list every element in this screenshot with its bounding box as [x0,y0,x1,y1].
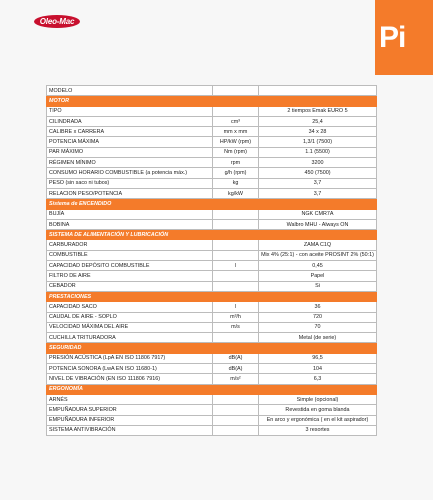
section-filler [259,96,377,106]
section-filler [259,291,377,301]
spec-label: CUCHILLA TRITURADORA [47,333,213,343]
spec-value [259,86,377,96]
spec-unit: dB(A) [213,353,259,363]
spec-label: POTENCIA SONORA (LwA EN ISO 11680-1) [47,364,213,374]
table-row [47,405,377,415]
table-row [47,178,377,188]
spec-unit: kg [213,178,259,188]
spec-label: FILTRO DE AIRE [47,271,213,281]
spec-value: NGK CMR7A [259,209,377,219]
spec-value: Mix 4% (25:1) - con aceite PROSINT 2% (50:1) [259,250,377,260]
section-title: SEGURIDAD [47,343,259,353]
spec-value: 1,3/1 (7500) [259,137,377,147]
spec-value: 36 [259,302,377,312]
table-row [47,106,377,116]
table-row [47,137,377,147]
table-row [47,312,377,322]
table-row [47,209,377,219]
spec-label: CALIBRE x CARRERA [47,127,213,137]
spec-label: NIVEL DE VIBRACIÓN (EN ISO 111806 7916) [47,374,213,384]
spec-label: RELACION PESO/POTENCIA [47,188,213,198]
table-row [47,322,377,332]
spec-table-body [47,86,377,436]
spec-label: ARNÉS [47,394,213,404]
table-row [47,261,377,271]
table-row [47,86,377,96]
table-row [47,188,377,198]
spec-label: PESO (sin saco ni tubos) [47,178,213,188]
table-row [47,116,377,126]
spec-unit [213,405,259,415]
section-header [47,230,377,240]
section-title: SISTEMA DE ALIMENTACIÓN Y LUBRICACIÓN [47,230,259,240]
spec-value: 3,7 [259,178,377,188]
spec-unit: HP/kW (rpm) [213,137,259,147]
spec-unit: cm³ [213,116,259,126]
spec-value: En arco y ergonómica ( en el kit aspirador) [259,415,377,425]
spec-value: 3 resortes [259,425,377,435]
spec-value: Si [259,281,377,291]
spec-value: 450 (7500) [259,168,377,178]
spec-value: 25,4 [259,116,377,126]
spec-label: MODELO [47,86,213,96]
spec-label: CAPACIDAD SACO [47,302,213,312]
table-row [47,353,377,363]
spec-value: ZAMA C1Q [259,240,377,250]
brand-logo-text: Oleo-Mac [34,15,80,28]
section-title: PRESTACIONES [47,291,259,301]
spec-value: 720 [259,312,377,322]
spec-label: CEBADOR [47,281,213,291]
spec-label: CAUDAL DE AIRE - SOPLO [47,312,213,322]
table-row [47,158,377,168]
spec-table [46,85,377,436]
section-title: ERGONOMÍA [47,384,259,394]
spec-label: COMBUSTIBLE [47,250,213,260]
spec-value: 0,45 [259,261,377,271]
section-filler [259,230,377,240]
spec-value: 6,3 [259,374,377,384]
section-header [47,291,377,301]
spec-unit [213,219,259,229]
spec-value: Papel [259,271,377,281]
spec-value: Simple (opcional) [259,394,377,404]
spec-unit [213,271,259,281]
spec-label: RÉGIMEN MÍNIMO [47,158,213,168]
brand-logo [34,14,80,28]
section-filler [259,384,377,394]
spec-unit [213,415,259,425]
spec-value: Metal (de serie) [259,333,377,343]
spec-label: CILINDRADA [47,116,213,126]
table-row [47,281,377,291]
spec-unit: Nm (rpm) [213,147,259,157]
table-row [47,333,377,343]
table-row [47,394,377,404]
spec-unit: l [213,302,259,312]
table-row [47,250,377,260]
table-row [47,219,377,229]
spec-label: TIPO [47,106,213,116]
spec-value: 3,7 [259,188,377,198]
spec-label: VELOCIDAD MÁXIMA DEL AIRE [47,322,213,332]
spec-label: CARBURADOR [47,240,213,250]
table-row [47,147,377,157]
spec-label: PRESIÓN ACÚSTICA (LpA EN ISO 11806 7917) [47,353,213,363]
spec-label: PAR MÁXIMO [47,147,213,157]
table-row [47,302,377,312]
spec-label: BUJÍA [47,209,213,219]
section-header [47,96,377,106]
spec-value: 3200 [259,158,377,168]
spec-unit: dB(A) [213,364,259,374]
spec-label: EMPUÑADURA INFERIOR [47,415,213,425]
spec-unit [213,281,259,291]
spec-value: 104 [259,364,377,374]
section-title: Sistema de ENCENDIDO [47,199,259,209]
spec-unit: m/s² [213,374,259,384]
spec-label: POTENCIA MÁXIMA [47,137,213,147]
spec-unit: rpm [213,158,259,168]
spec-value: 70 [259,322,377,332]
corner-tab: Pi [375,0,433,75]
table-row [47,374,377,384]
spec-unit [213,209,259,219]
section-header [47,343,377,353]
spec-label: CAPACIDAD DEPÓSITO COMBUSTIBLE [47,261,213,271]
table-row [47,271,377,281]
spec-unit [213,86,259,96]
spec-unit: g/h (rpm) [213,168,259,178]
spec-value: 96,5 [259,353,377,363]
table-row [47,425,377,435]
spec-unit [213,240,259,250]
spec-unit: m/s [213,322,259,332]
spec-unit [213,394,259,404]
spec-value: 34 x 28 [259,127,377,137]
table-row [47,240,377,250]
spec-label: SISTEMA ANTIVIBRACIÓN [47,425,213,435]
spec-unit [213,425,259,435]
table-row [47,415,377,425]
table-row [47,168,377,178]
section-header [47,199,377,209]
section-title: MOTOR [47,96,259,106]
spec-unit [213,333,259,343]
spec-value: 1.1 (5500) [259,147,377,157]
spec-unit: l [213,261,259,271]
spec-unit [213,250,259,260]
section-filler [259,343,377,353]
spec-value: Revestida en goma blanda [259,405,377,415]
table-row [47,127,377,137]
spec-unit [213,106,259,116]
spec-unit: kg/kW [213,188,259,198]
section-header [47,384,377,394]
spec-value: Walbro MHU - Always ON [259,219,377,229]
spec-label: CONSUMO HORARIO COMBUSTIBLE (a potencia máx.) [47,168,213,178]
spec-label: BOBINA [47,219,213,229]
spec-label: EMPUÑADURA SUPERIOR [47,405,213,415]
spec-unit: mm x mm [213,127,259,137]
spec-value: 2 tiempos Emak EURO 5 [259,106,377,116]
table-row [47,364,377,374]
spec-unit: m³/h [213,312,259,322]
section-filler [259,199,377,209]
